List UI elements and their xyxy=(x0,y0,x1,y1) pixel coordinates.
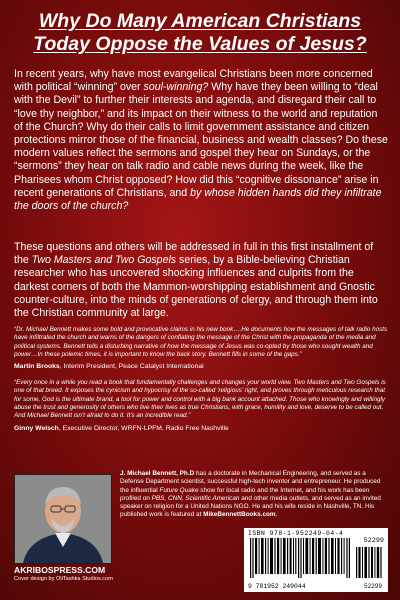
endorser-title: , Interim President, Peace Catalyst International xyxy=(59,363,204,371)
author-website: MikeBennettBooks.com xyxy=(203,511,276,519)
bio-text-a: has a doctorate in Mechanical Engineering, and served as a Defense Department scientist, successful high-tech inventor and entrepreneur. He produced the influential xyxy=(120,470,381,494)
isbn-label: ISBN 978-1-952249-04-4 xyxy=(248,530,344,537)
author-photo xyxy=(14,474,112,564)
p1-text-b: Why have they been willing to “deal with the Devil” to further their interests and agenda, and disregard their call to “love thy neighbor,” and its impact on their witness to the world and reputation of the Church? Why do their calls to limit government assistance and citizen protections mirror those of the financial, business and wealth classes? Do these modern values reflect the sermons and gospel they hear on Sundays, or the “sermons” they hear on talk radio and cable news during the week, like the Pharisees whom Christ opposed? How did this “cognitive dissonance” arise in recent generations of Christians, and xyxy=(14,81,388,199)
p2-text-a: These questions and others will be addressed in full in this first installment of the xyxy=(14,241,374,267)
endorsement-quote: “Every once in a while you read a book that fundamentally challenges and changes your world view. Two Masters and Two Gospels is one of that breed. It exposes the cynicism and hypocrisy of the so-called ‘religious’ right, and proves through meticulous research that for some, God is the ultimate brand, a tool for power and control with a big bank account attached. Those who knowingly and willingly abuse the trust and generosity of others who live their lives as true Christians, with grace, humility and love, deserve to be called out. And Michael Bennett isn’t afraid to do it. It’s an incredible read.” xyxy=(14,379,386,420)
bio-text-c: and other media outlets, and served as an invited speaker on religion for a United Nations NGO. He and his wife reside in Nashville, TN. His published work is featured at xyxy=(120,494,381,519)
p2-series-title: Two Masters and Two Gospels xyxy=(31,254,177,267)
design-credit: Cover design by OliTashka Studios.com xyxy=(14,576,113,582)
p2-text-b: series, by a Bible-believing Christian researcher who has uncovered shocking influences and culprits from the darkest corners of both the Mammon-worshipping establishment and Gnostic counter-culture, into the minds of generations of clergy, and through them into the Christian community at large. xyxy=(14,254,378,320)
bio-text-d: . xyxy=(275,511,278,519)
endorsements xyxy=(14,326,388,433)
endorser-title: , Executive Director, WRFN-LPFM, Radio Free Nashville xyxy=(58,424,229,432)
author-portrait-icon xyxy=(15,475,111,563)
addon-digits: 52299 xyxy=(363,583,382,590)
endorsement-2 xyxy=(14,379,388,432)
endorser-name: Martin Brooks xyxy=(14,363,60,371)
addon-barcode-bars xyxy=(356,547,382,578)
endorser-name: Ginny Welsch xyxy=(14,424,59,432)
intro-paragraph xyxy=(14,68,388,213)
author-section xyxy=(14,470,388,592)
endorsement-1 xyxy=(14,326,388,371)
series-paragraph xyxy=(14,241,388,320)
author-name: J. Michael Bennett, Ph.D xyxy=(120,470,195,477)
bio-outlets: PBS, CNN, Scientific American xyxy=(151,494,240,502)
bio-show-title: Future Quake xyxy=(159,486,199,494)
bio-text-b: show for local radio and the Internet, and his work has been profiled on xyxy=(120,486,370,502)
author-bio xyxy=(120,470,388,520)
p1-text-a: In recent years, why have most evangelical Christians been more concerned with political “winning” over xyxy=(14,68,373,94)
endorsement-attribution xyxy=(14,362,388,371)
endorsement-quote: “Dr. Michael Bennett makes some bold and provocative claims in his new book….He documents how the messages of talk radio hosts have infiltrated the church and warns of the dangers of conflating the message of the Christ with the propaganda of the media and political systems. Bennett tells a disturbing narrative of how the message of Jesus was co-opted by those who sought wealth and power…In these polemic times, it is important to know the back story. Bennett fills in some of the gaps.” xyxy=(14,326,388,358)
isbn-barcode xyxy=(244,528,388,592)
ean-digits: 9 781952 249044 xyxy=(248,583,306,590)
p1-emphasis-closing: by whose hidden hands did they infiltrate the doors of the church? xyxy=(14,186,382,213)
headline: Why Do Many American Christians Today Oppose the Values of Jesus? xyxy=(33,10,367,55)
p1-emphasis-soul-winning: soul-winning? xyxy=(143,81,209,94)
publisher-url: AKRIBOSPRESS.COM xyxy=(14,565,106,575)
endorsement-attribution xyxy=(14,424,388,433)
price-code: 52299 xyxy=(363,537,384,545)
barcode-bars xyxy=(250,538,350,578)
